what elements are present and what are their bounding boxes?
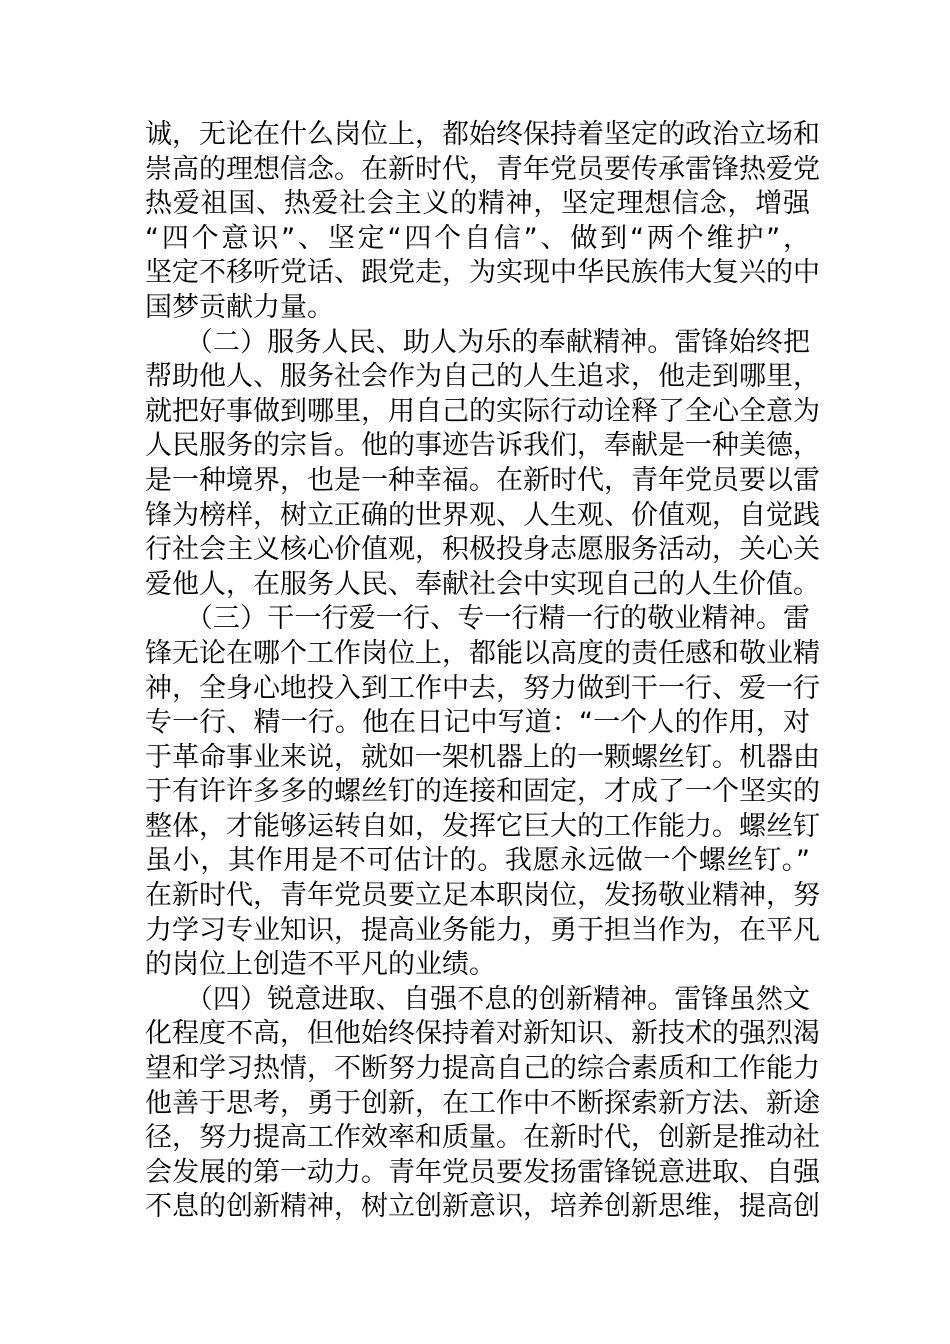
text-line: 国梦贡献力量。 xyxy=(145,291,334,323)
text-line: 望和学习热情，不断努力提高自己的综合素质和工作能力 xyxy=(145,1053,820,1085)
text-line: 爱他人，在服务人民、奉献社会中实现自己的人生价值。 xyxy=(145,568,820,600)
text-line: 整体，才能够运转自如，发挥它巨大的工作能力。螺丝钉 xyxy=(145,810,820,842)
text-line: 诚，无论在什么岗位上，都始终保持着坚定的政治立场和 xyxy=(145,119,820,150)
text-line: 锋为榜样，树立正确的世界观、人生观、价值观，自觉践 xyxy=(145,499,820,531)
text-line: 力学习专业知识，提高业务能力，勇于担当作为，在平凡 xyxy=(145,914,820,946)
text-line: 他善于思考，勇于创新，在工作中不断探索新方法、新途 xyxy=(145,1087,820,1119)
text-line: 于革命事业来说，就如一架机器上的一颗螺丝钉。机器由 xyxy=(145,741,820,773)
text-line: 行社会主义核心价值观，积极投身志愿服务活动，关心关 xyxy=(145,534,820,566)
text-line: 专一行、精一行。他在日记中写道：“一个人的作用，对 xyxy=(145,707,810,739)
body-text xyxy=(145,118,820,1225)
text-line: 虽小，其作用是不可估计的。我愿永远做一个螺丝钉。” xyxy=(145,845,810,877)
text-line: （三）干一行爱一行、专一行精一行的敬业精神。雷 xyxy=(145,603,810,635)
text-line: 崇高的理想信念。在新时代，青年党员要传承雷锋热爱党 xyxy=(145,153,820,185)
text-line: 在新时代，青年党员要立足本职岗位，发扬敬业精神，努 xyxy=(145,880,820,912)
text-line: 化程度不高，但他始终保持着对新知识、新技术的强烈渴 xyxy=(145,1018,820,1050)
text-line: 就把好事做到哪里，用自己的实际行动诠释了全心全意为 xyxy=(145,395,820,427)
text-line: 的岗位上创造不平凡的业绩。 xyxy=(145,949,496,981)
text-line: “四个意识”、坚定“四个自信”、做到“两个维护”， xyxy=(145,222,810,254)
text-line: 帮助他人、服务社会作为自己的人生追求，他走到哪里， xyxy=(145,361,820,393)
text-line: 锋无论在哪个工作岗位上，都能以高度的责任感和敬业精 xyxy=(145,637,820,669)
text-line: 热爱祖国、热爱社会主义的精神，坚定理想信念，增强 xyxy=(145,188,810,220)
text-line: （二）服务人民、助人为乐的奉献精神。雷锋始终把 xyxy=(145,326,810,358)
text-line: 径，努力提高工作效率和质量。在新时代，创新是推动社 xyxy=(145,1122,820,1154)
text-line: 坚定不移听党话、跟党走，为实现中华民族伟大复兴的中 xyxy=(145,257,820,289)
text-line: 会发展的第一动力。青年党员要发扬雷锋锐意进取、自强 xyxy=(145,1156,820,1188)
text-line: 神，全身心地投入到工作中去，努力做到干一行、爱一行 xyxy=(145,672,820,704)
text-line: （四）锐意进取、自强不息的创新精神。雷锋虽然文 xyxy=(145,983,810,1015)
text-line: 于有许许多多的螺丝钉的连接和固定，才成了一个坚实的 xyxy=(145,776,820,808)
text-line: 不息的创新精神，树立创新意识，培养创新思维，提高创 xyxy=(145,1191,820,1223)
text-line: 是一种境界，也是一种幸福。在新时代，青年党员要以雷 xyxy=(145,464,820,496)
text-line: 人民服务的宗旨。他的事迹告诉我们，奉献是一种美德， xyxy=(145,430,820,462)
